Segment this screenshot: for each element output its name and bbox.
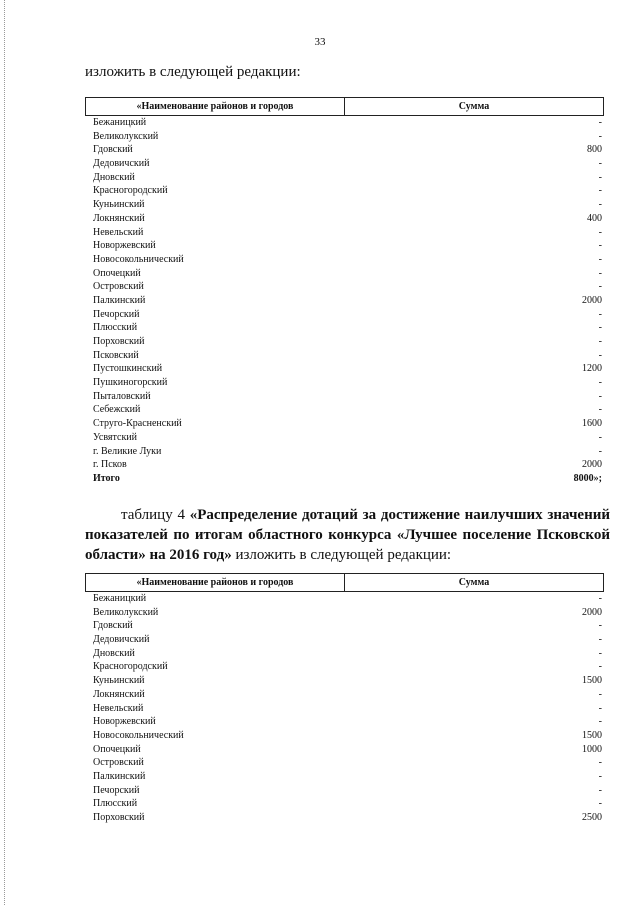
row-value: 1200 [582,363,602,375]
row-value: - [598,322,602,334]
row-value: - [598,593,602,604]
row-name: Куньинский [93,675,145,687]
table-row [93,171,604,185]
paragraph-bold-title: «Распределение дотаций за достижение наилучших значений показателей по итогам областного конкурса «Лучшее поселение Псковской области» на 2016 год» [85,507,610,563]
table-1-rows [93,116,604,486]
row-value: - [598,336,602,347]
table-2-header [85,573,604,592]
row-value: 2000 [582,459,602,471]
page-edge-line [4,0,5,905]
row-name: Локнянский [93,688,145,700]
paragraph-prefix: таблицу 4 [121,507,190,523]
table-row [93,212,604,226]
table-row [93,157,604,171]
row-name: Опочецкий [93,743,141,755]
table-row [93,619,604,633]
table-row [93,267,604,281]
table-row [93,362,604,376]
row-name: Дновский [93,647,135,659]
table-row [93,431,604,445]
total-label: Итого [93,472,120,484]
row-name: Опочецкий [93,267,141,279]
row-value: - [598,377,602,389]
row-name: г. Великие Луки [93,445,162,457]
table-row [93,811,604,825]
table-row [93,321,604,335]
table-1-header [85,97,604,116]
table-row [93,184,604,198]
row-name: Плюсский [93,798,138,810]
table-row [93,688,604,702]
paragraph-table-4 [85,505,610,565]
row-name: Великолукский [93,606,159,618]
row-name: Дедовичский [93,158,150,170]
row-value: - [598,404,602,416]
row-name: Порховский [93,812,145,823]
row-name: Струго-Красненский [93,418,182,430]
row-name: Гдовский [93,144,133,156]
row-value: - [598,661,602,673]
table-row [93,633,604,647]
table-row [93,445,604,459]
table-row [93,349,604,363]
row-name: г. Псков [93,459,127,471]
table-row [93,756,604,770]
row-name: Бежаницкий [93,593,147,604]
row-value: 2000 [582,606,602,618]
row-name: Островский [93,281,144,293]
table-row [93,702,604,716]
table-row [93,116,604,130]
row-name: Красногородский [93,661,168,673]
row-value: 400 [587,212,602,224]
row-name: Пыталовский [93,390,151,402]
row-value: 1500 [582,729,602,741]
row-value: 1000 [582,743,602,755]
row-value: - [598,431,602,443]
row-name: Красногородский [93,185,168,197]
row-value: - [598,117,602,128]
row-name: Пушкиногорский [93,377,168,389]
row-name: Невельский [93,226,144,238]
table-row [93,458,604,472]
row-value: - [598,281,602,293]
table-row [93,770,604,784]
intro-text: изложить в следующей редакции: [85,64,301,80]
row-value: - [598,349,602,361]
row-value: - [598,688,602,700]
row-name: Себежский [93,404,141,416]
row-value: - [598,784,602,796]
header-sum-cell: Сумма [458,101,490,112]
row-name: Порховский [93,336,145,347]
table-row [93,417,604,431]
table-row [93,729,604,743]
row-name: Печорский [93,784,140,796]
row-name: Пустошкинский [93,363,163,375]
row-value: - [598,171,602,183]
row-value: - [598,798,602,810]
row-name: Гдовский [93,620,133,632]
row-name: Новосокольнический [93,253,184,265]
header-name-cell: «Наименование районов и городов [86,98,345,115]
row-name: Плюсский [93,322,138,334]
row-value: - [598,158,602,170]
table-row [93,280,604,294]
table-row [93,376,604,390]
row-value: - [598,620,602,632]
row-name: Псковский [93,349,139,361]
table-2 [85,573,604,825]
row-value: - [598,757,602,769]
row-value: - [598,308,602,320]
row-value: - [598,390,602,402]
row-name: Бежаницкий [93,117,147,128]
row-name: Куньинский [93,199,145,211]
table-row [93,335,604,349]
table-row [93,253,604,267]
row-value: - [598,267,602,279]
row-name: Новоржевский [93,716,156,728]
table-row [93,239,604,253]
table-row [93,674,604,688]
total-row [93,472,604,486]
row-name: Великолукский [93,130,159,142]
header-sum-cell: Сумма [458,577,490,588]
row-value: - [598,634,602,646]
row-value: - [598,253,602,265]
total-value: 8000»; [573,472,602,484]
table-row [93,198,604,212]
row-value: - [598,647,602,659]
row-value: - [598,226,602,238]
table-row [93,226,604,240]
row-value: - [598,240,602,252]
row-name: Усвятский [93,431,137,443]
table-row [93,743,604,757]
table-row [93,606,604,620]
row-value: 2500 [582,812,602,823]
page-number: 33 [314,36,326,48]
header-name-cell: «Наименование районов и городов [86,574,345,591]
table-row [93,797,604,811]
row-name: Палкинский [93,294,146,306]
row-value: 2000 [582,294,602,306]
row-value: - [598,445,602,457]
row-name: Островский [93,757,144,769]
table-1 [85,97,604,486]
row-name: Печорский [93,308,140,320]
row-value: 1600 [582,418,602,430]
row-value: - [598,702,602,714]
row-value: 1500 [582,675,602,687]
paragraph-suffix: изложить в следующей редакции: [231,547,452,563]
table-row [93,647,604,661]
table-row [93,784,604,798]
table-row [93,294,604,308]
row-name: Новосокольнический [93,729,184,741]
table-row [93,390,604,404]
row-name: Невельский [93,702,144,714]
row-value: - [598,199,602,211]
table-row [93,403,604,417]
row-name: Дедовичский [93,634,150,646]
table-row [93,130,604,144]
table-2-rows [93,592,604,825]
row-value: 800 [587,144,602,156]
row-value: - [598,770,602,782]
row-name: Дновский [93,171,135,183]
row-value: - [598,716,602,728]
table-row [93,592,604,606]
table-row [93,143,604,157]
row-value: - [598,185,602,197]
row-name: Палкинский [93,770,146,782]
row-value: - [598,130,602,142]
table-row [93,308,604,322]
table-row [93,715,604,729]
table-row [93,660,604,674]
row-name: Новоржевский [93,240,156,252]
row-name: Локнянский [93,212,145,224]
